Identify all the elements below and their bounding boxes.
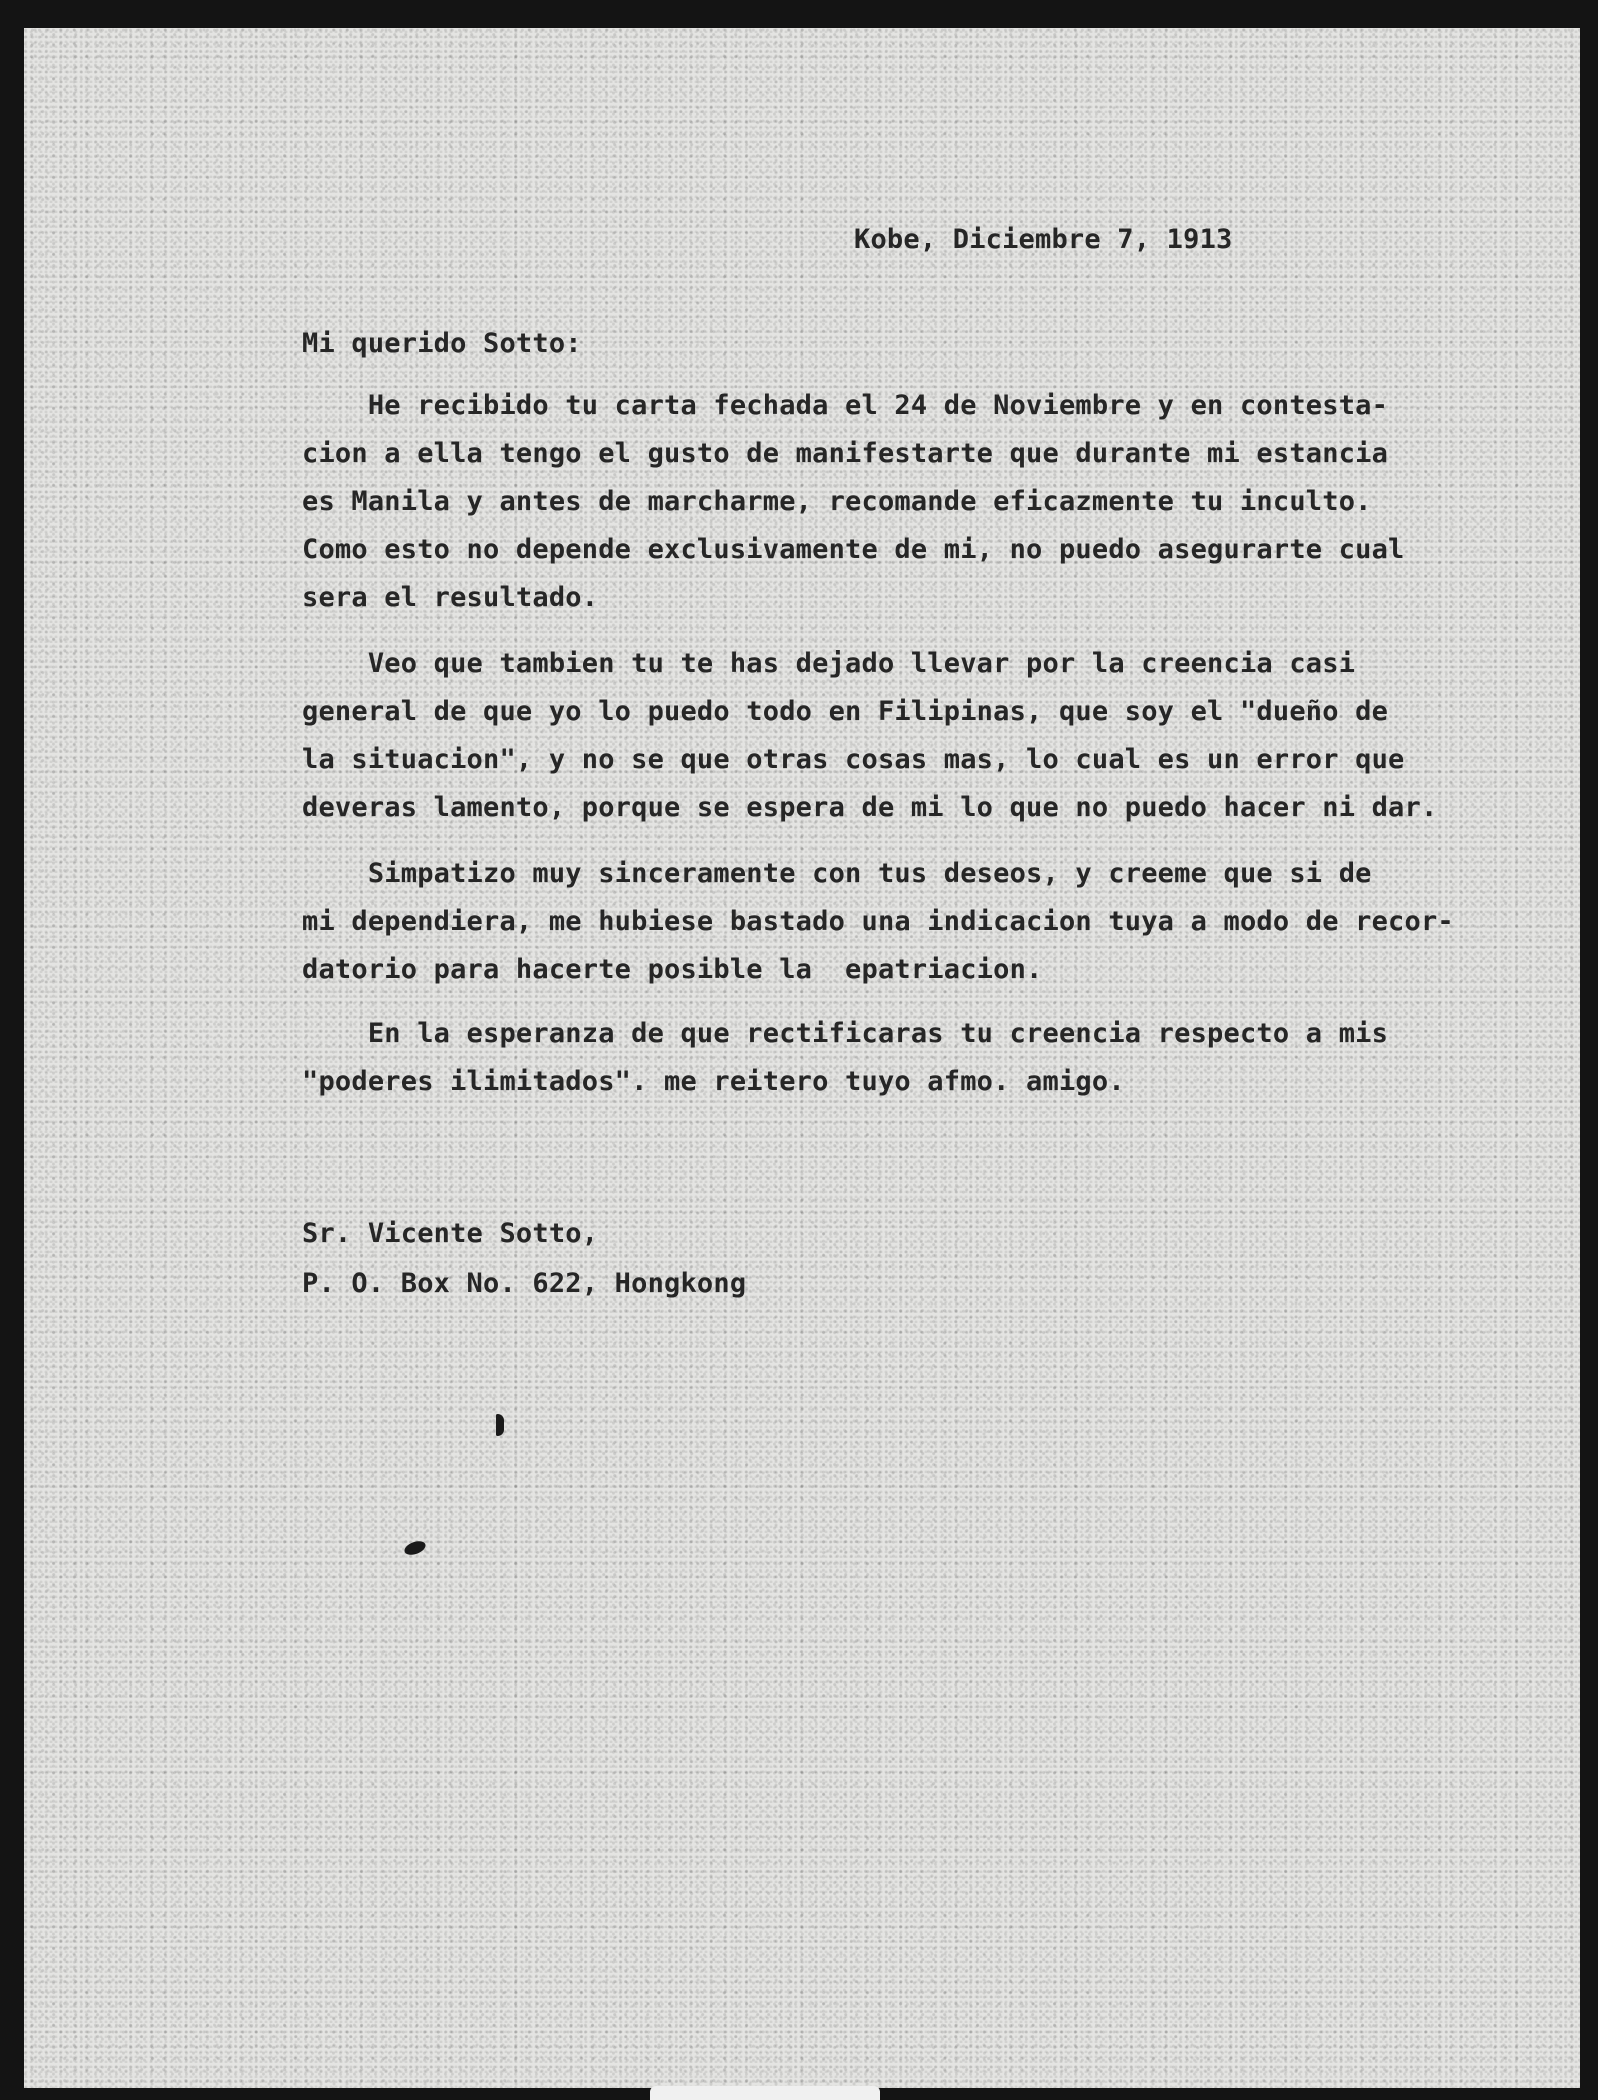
paragraph-line: la situacion", y no se que otras cosas mas, lo cual es un error que — [302, 744, 1405, 775]
paragraph-line: cion a ella tengo el gusto de manifestarte que durante mi estancia — [302, 438, 1389, 469]
dateline: Kobe, Diciembre 7, 1913 — [854, 224, 1233, 255]
paragraph-line: En la esperanza de que rectificaras tu creencia respecto a mis — [302, 1018, 1389, 1049]
paragraph-line: Simpatizo muy sinceramente con tus deseos, y creeme que si de — [302, 858, 1372, 889]
recipient-name: Sr. Vicente Sotto, — [302, 1218, 599, 1249]
paper-clip-edge — [650, 2086, 880, 2100]
paragraph-line: Veo que tambien tu te has dejado llevar por la creencia casi — [302, 648, 1356, 679]
paragraph-line: datorio para hacerte posible la epatriacion. — [302, 954, 1043, 985]
paragraph-line: general de que yo lo puedo todo en Filipinas, que soy el "dueño de — [302, 696, 1389, 727]
paragraph-line: deveras lamento, porque se espera de mi lo que no puedo hacer ni dar. — [302, 792, 1438, 823]
ink-speck — [496, 1414, 504, 1436]
paragraph-line: "poderes ilimitados". me reitero tuyo afmo. amigo. — [302, 1066, 1125, 1097]
paragraph-line: Como esto no depende exclusivamente de mi, no puedo asegurarte cual — [302, 534, 1405, 565]
salutation: Mi querido Sotto: — [302, 328, 582, 359]
letter-page — [24, 28, 1580, 2088]
paragraph-line: mi dependiera, me hubiese bastado una indicacion tuya a modo de recor- — [302, 906, 1454, 937]
ink-speck — [403, 1539, 428, 1558]
paragraph-line: es Manila y antes de marcharme, recomande eficazmente tu inculto. — [302, 486, 1372, 517]
paragraph-line: He recibido tu carta fechada el 24 de Noviembre y en contesta- — [302, 390, 1389, 421]
recipient-address: P. O. Box No. 622, Hongkong — [302, 1268, 747, 1299]
paragraph-line: sera el resultado. — [302, 582, 599, 613]
